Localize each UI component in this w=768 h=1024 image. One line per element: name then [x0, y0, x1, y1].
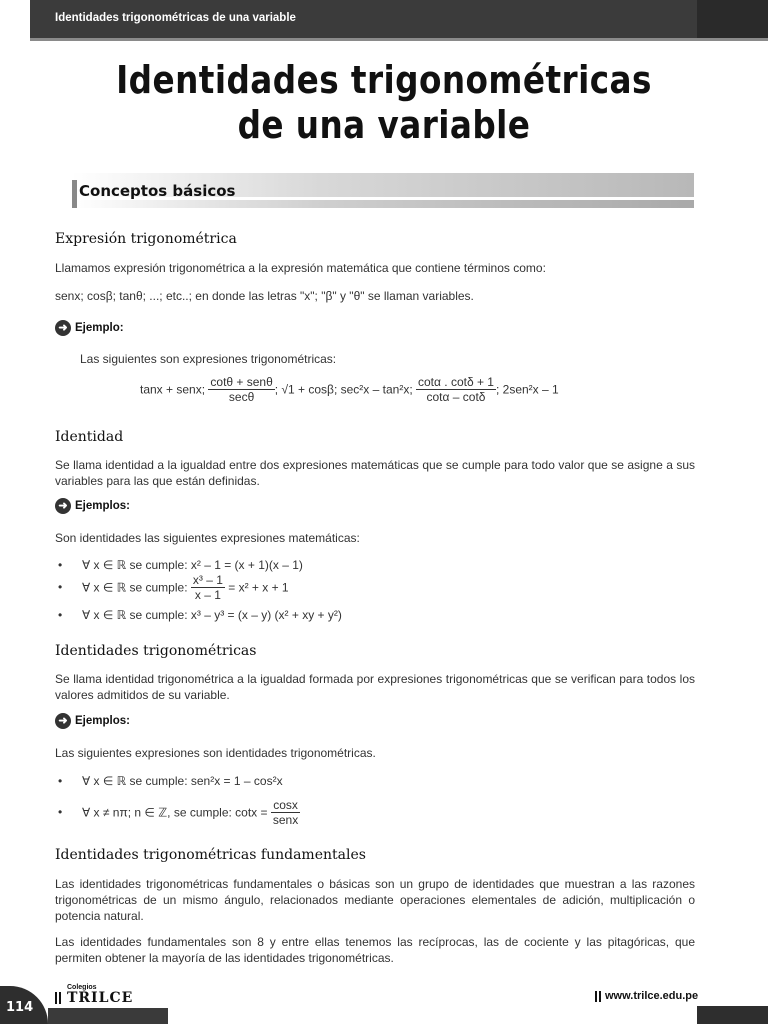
- fundamentales-paragraph-2: Las identidades fundamentales son 8 y entre ellas tenemos las recíprocas, las de cociente y las pitagóricas, que permiten obtener la mayoría de las identidades trigonométricas.: [55, 935, 695, 965]
- fundamentales-paragraph-1: Las identidades trigonométricas fundamentales o básicas son un grupo de identidades que muestran a las razones trigonométricas de un mismo ángulo, relacionados mediante operaciones elementales de adición, multiplicación o potencia natural.: [55, 877, 695, 923]
- header-right-block: [697, 0, 768, 38]
- example-label-2: [55, 498, 130, 514]
- bullet-dot: •: [58, 558, 63, 572]
- header-rule: [30, 38, 768, 41]
- formula-part-b: ; √1 + cosβ; sec²x – tan²x;: [274, 382, 413, 397]
- example-label-1: [55, 320, 124, 336]
- example-intro-1: Las siguientes son expresiones trigonométricas:: [80, 352, 337, 366]
- fraction-2-denominator: cotα – cotδ: [426, 390, 486, 404]
- heading-expresion: Expresión trigonométrica: [55, 231, 237, 247]
- trig-identity-2-pre: ∀ x ≠ nπ; n ∈ ℤ, se cumple: cotx =: [82, 805, 268, 820]
- bullet-dot: •: [58, 805, 63, 819]
- heading-fundamentales: Identidades trigonométricas fundamentales: [55, 847, 366, 863]
- example-label-text: Ejemplos:: [75, 500, 130, 513]
- logo-small-text: Colegios: [67, 984, 97, 991]
- expresion-paragraph-2: senx; cosβ; tanθ; ...; etc..; en donde las letras "x"; "β" y "θ" se llaman variables.: [55, 289, 474, 303]
- formula-part-a: tanx + senx;: [140, 382, 206, 397]
- section-edge: [72, 180, 77, 208]
- list-item: [58, 558, 303, 572]
- identidad-paragraph: Se llama identidad a la igualdad entre dos expresiones matemáticas que se cumple para todo valor que se asigne a sus variables para las que están definidas.: [55, 458, 695, 488]
- page-title: [54, 58, 714, 148]
- trig-identity-2-fraction: [271, 798, 300, 827]
- website-bars-icon: [595, 991, 601, 1002]
- fraction-1: [208, 375, 274, 404]
- logo-big-text: TRILCE: [67, 990, 134, 1006]
- identity-2-post: = x² + x + 1: [228, 580, 289, 595]
- trig-identity-2-denominator: senx: [272, 813, 299, 827]
- identity-2-fraction: [191, 573, 225, 602]
- fraction-1-numerator: cotθ + senθ: [210, 375, 273, 389]
- identity-1: ∀ x ∈ ℝ se cumple: x² – 1 = (x + 1)(x – 1): [82, 558, 303, 572]
- fraction-2: [416, 375, 496, 404]
- section-header: [72, 173, 694, 209]
- fraction-2-numerator: cotα . cotδ + 1: [418, 375, 494, 389]
- identidades-trig-paragraph: Se llama identidad trigonométrica a la igualdad formada por expresiones trigonométricas que se verifican para todos los valores admitidos de su variable.: [55, 672, 695, 702]
- bullet-dot: •: [58, 608, 63, 622]
- arrow-right-icon: ➜: [55, 320, 71, 336]
- identity-2-pre: ∀ x ∈ ℝ se cumple:: [82, 580, 188, 595]
- title-line-2: de una variable: [237, 102, 531, 147]
- bullet-dot: •: [58, 580, 63, 594]
- arrow-right-icon: ➜: [55, 713, 71, 729]
- identity-2-denominator: x – 1: [194, 588, 221, 602]
- title-line-1: Identidades trigonométricas: [116, 58, 652, 102]
- logo-bars-icon: [55, 992, 61, 1004]
- formula-part-c: ; 2sen²x – 1: [495, 382, 559, 397]
- list-item: [58, 774, 283, 788]
- example-label-3: [55, 713, 130, 729]
- example-intro-2: Son identidades las siguientes expresiones matemáticas:: [55, 531, 360, 545]
- list-item: [58, 573, 289, 602]
- trig-identity-2-numerator: cosx: [271, 798, 300, 813]
- example-intro-3: Las siguientes expresiones son identidades trigonométricas.: [55, 746, 376, 760]
- fraction-1-denominator: secθ: [228, 390, 255, 404]
- example-label-text: Ejemplo:: [75, 322, 124, 335]
- expresion-paragraph-1: Llamamos expresión trigonométrica a la expresión matemática que contiene términos como:: [55, 261, 546, 275]
- website-link: www.trilce.edu.pe: [605, 990, 699, 1002]
- identity-2: [82, 573, 289, 602]
- arrow-right-icon: ➜: [55, 498, 71, 514]
- header-bar: [0, 0, 768, 38]
- identity-3: ∀ x ∈ ℝ se cumple: x³ – y³ = (x – y) (x² + xy + y²): [82, 608, 342, 622]
- trig-identity-1: ∀ x ∈ ℝ se cumple: sen²x = 1 – cos²x: [82, 774, 283, 788]
- website: [595, 990, 698, 1002]
- header-left-tab: [0, 0, 30, 38]
- example-label-text: Ejemplos:: [75, 715, 130, 728]
- list-item: [58, 608, 342, 622]
- section-gradient-bottom: [72, 200, 694, 208]
- trig-identity-2: [82, 798, 300, 827]
- running-title: Identidades trigonométricas de una variable: [55, 12, 296, 24]
- heading-identidad: Identidad: [55, 429, 124, 445]
- footer-bar: [48, 1008, 168, 1024]
- section-title: Conceptos básicos: [79, 182, 236, 200]
- formula-line: [140, 375, 559, 404]
- identity-2-numerator: x³ – 1: [192, 573, 223, 587]
- footer-right-block: [697, 1006, 768, 1024]
- list-item: [58, 798, 299, 827]
- bullet-dot: •: [58, 774, 63, 788]
- heading-identidades-trig: Identidades trigonométricas: [55, 643, 257, 659]
- page-number: 114: [6, 1000, 34, 1015]
- page-number-tab: [0, 986, 48, 1024]
